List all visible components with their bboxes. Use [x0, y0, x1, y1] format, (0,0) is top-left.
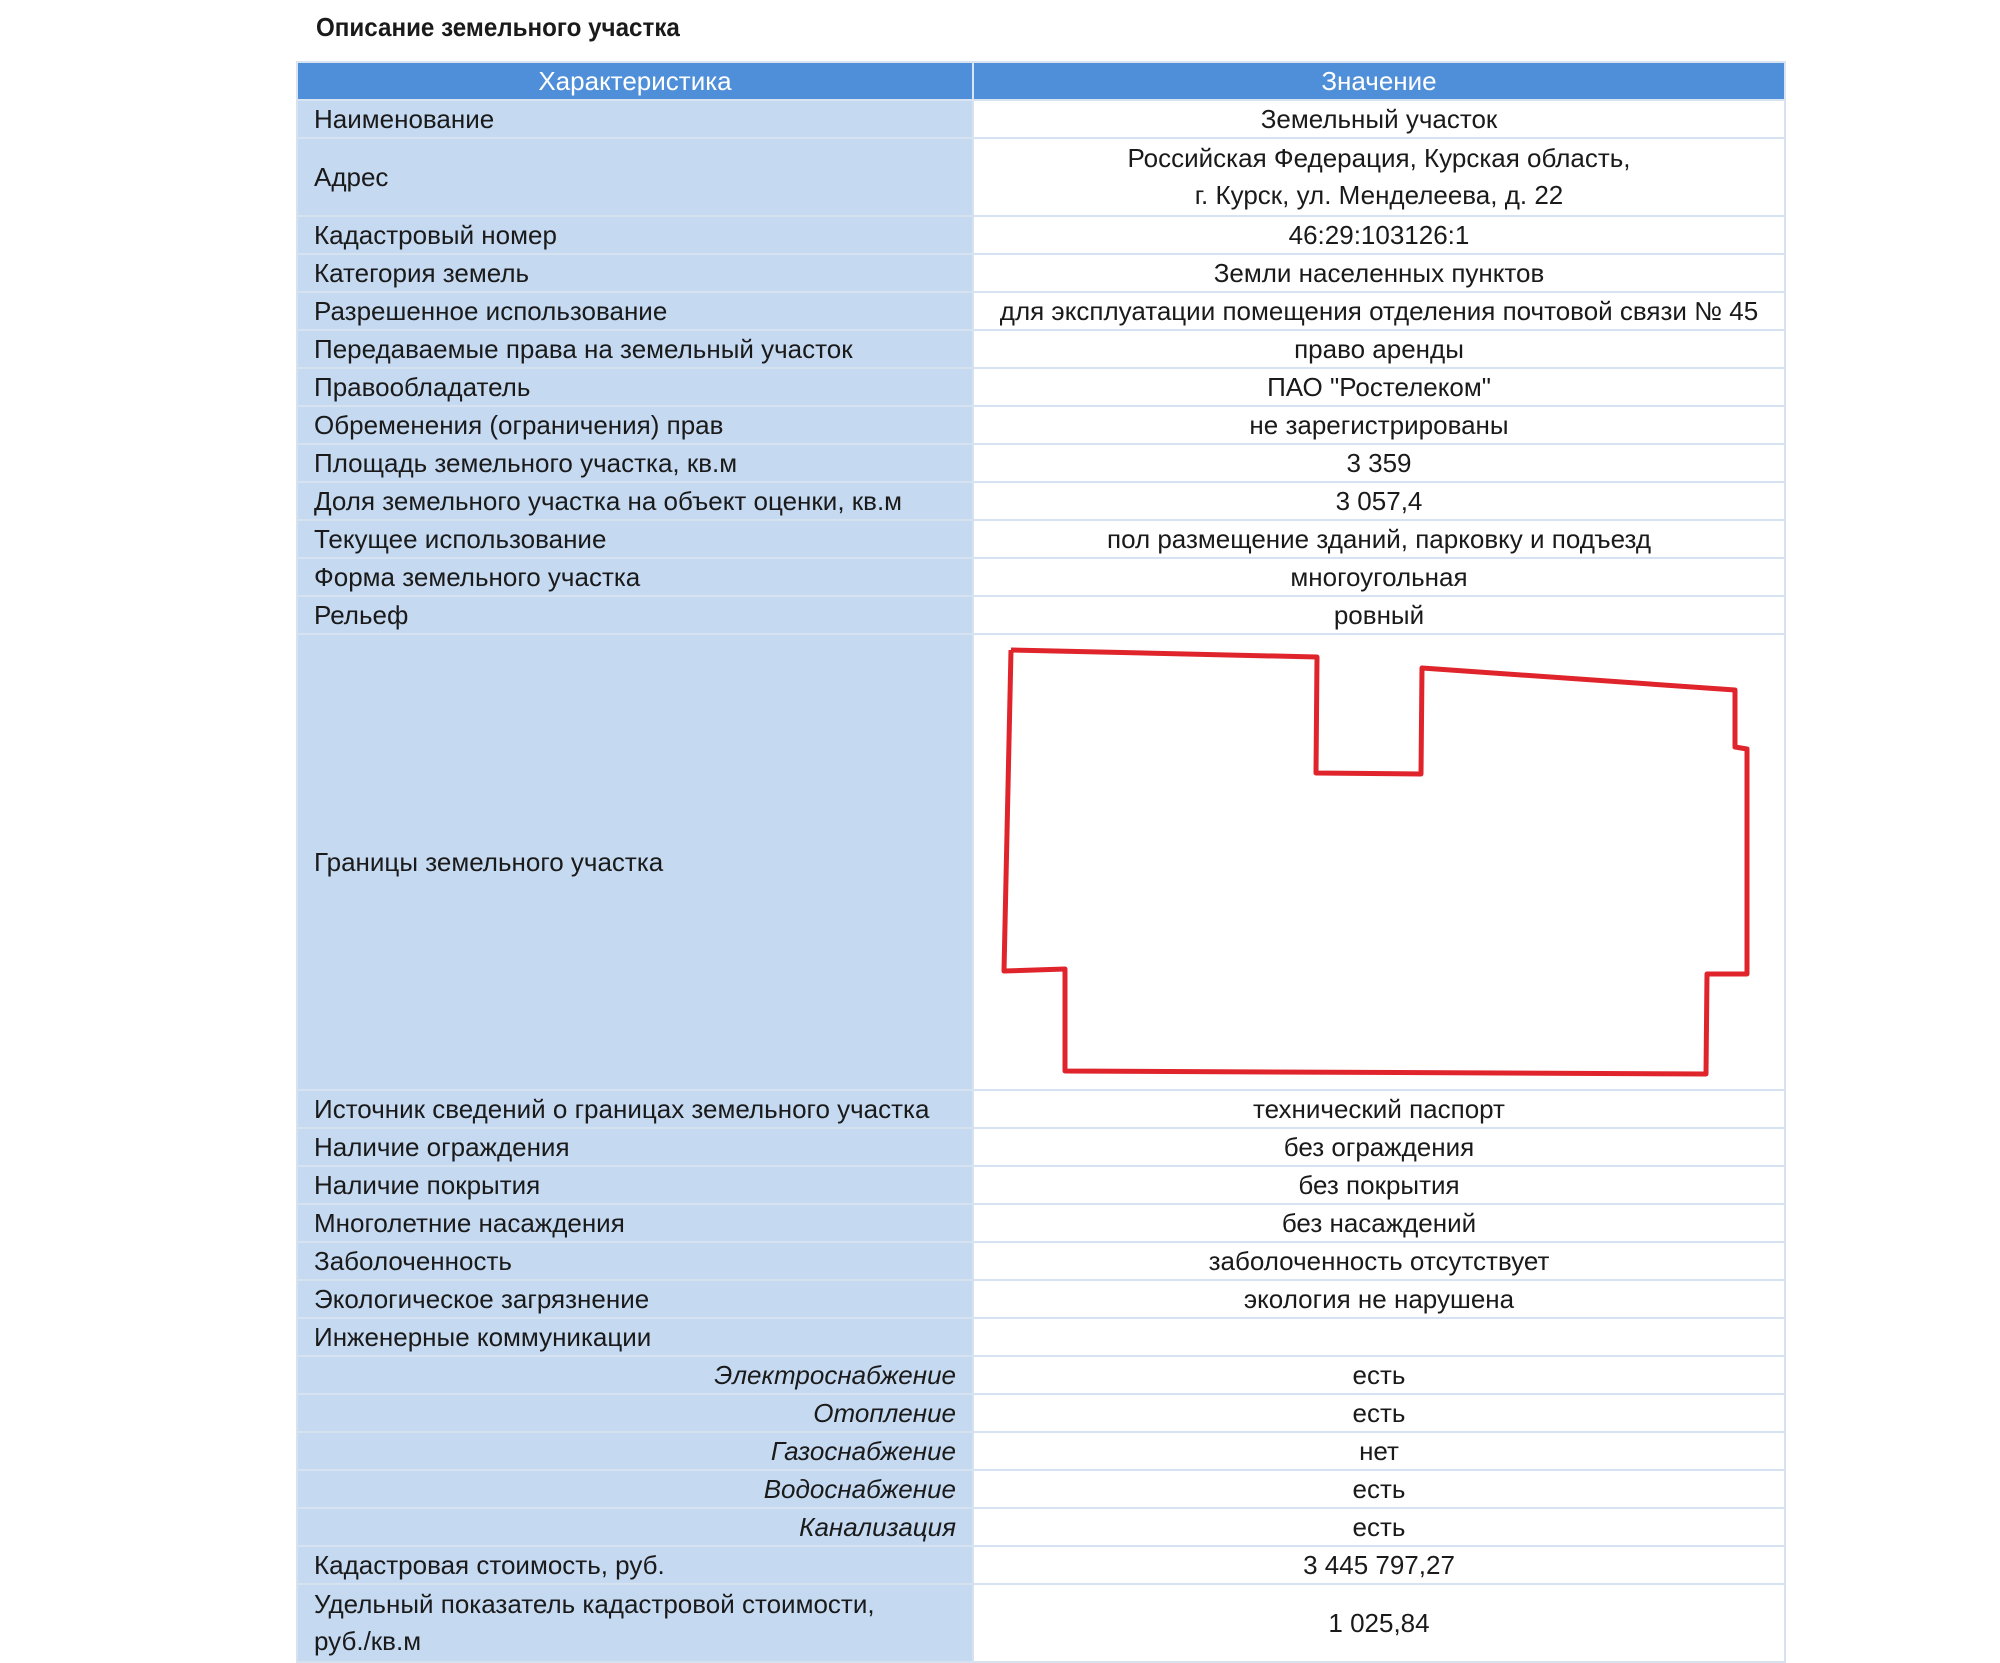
table-row-sub	[297, 1432, 1785, 1470]
row-label: Адрес	[297, 138, 973, 216]
row-label: Границы земельного участка	[297, 634, 973, 1090]
row-label: Наименование	[297, 100, 973, 138]
column-header-value: Значение	[973, 62, 1785, 100]
row-label: Правообладатель	[297, 368, 973, 406]
table-row	[297, 292, 1785, 330]
row-value: 3 057,4	[973, 482, 1785, 520]
row-value: заболоченность отсутствует	[973, 1242, 1785, 1280]
row-value: не зарегистрированы	[973, 406, 1785, 444]
row-label: Наличие покрытия	[297, 1166, 973, 1204]
table-row	[297, 1546, 1785, 1584]
row-label: Форма земельного участка	[297, 558, 973, 596]
row-label: Доля земельного участка на объект оценки, кв.м	[297, 482, 973, 520]
row-label: Канализация	[297, 1508, 973, 1546]
row-label: Многолетние насаждения	[297, 1204, 973, 1242]
row-label: Передаваемые права на земельный участок	[297, 330, 973, 368]
row-label: Площадь земельного участка, кв.м	[297, 444, 973, 482]
row-value: Земельный участок	[973, 100, 1785, 138]
row-label: Обременения (ограничения) прав	[297, 406, 973, 444]
row-value: право аренды	[973, 330, 1785, 368]
row-label: Наличие ограждения	[297, 1128, 973, 1166]
row-value	[973, 138, 1785, 216]
table-row	[297, 1090, 1785, 1128]
row-value: многоугольная	[973, 558, 1785, 596]
row-label: Категория земель	[297, 254, 973, 292]
row-label-line-1: Удельный показатель кадастровой стоимости,	[314, 1589, 875, 1619]
document-title: Описание земельного участка	[316, 12, 680, 42]
row-value: ровный	[973, 596, 1785, 634]
table-row-sub	[297, 1470, 1785, 1508]
table-row	[297, 444, 1785, 482]
table-row	[297, 330, 1785, 368]
boundary-plan-cell	[973, 634, 1785, 1090]
table-row	[297, 138, 1785, 216]
row-label: Инженерные коммуникации	[297, 1318, 973, 1356]
row-value: 3 359	[973, 444, 1785, 482]
table-row	[297, 368, 1785, 406]
land-description-table	[296, 61, 1786, 1663]
table-row-sub	[297, 1508, 1785, 1546]
row-label: Электроснабжение	[297, 1356, 973, 1394]
row-value: для эксплуатации помещения отделения почтовой связи № 45	[973, 292, 1785, 330]
row-value: 46:29:103126:1	[973, 216, 1785, 254]
row-value: Земли населенных пунктов	[973, 254, 1785, 292]
row-label-line-2: руб./кв.м	[314, 1626, 422, 1656]
row-value: без покрытия	[973, 1166, 1785, 1204]
row-value: есть	[973, 1470, 1785, 1508]
table-row-boundaries	[297, 634, 1785, 1090]
column-header-characteristic: Характеристика	[297, 62, 973, 100]
table-row	[297, 1318, 1785, 1356]
row-label: Экологическое загрязнение	[297, 1280, 973, 1318]
table-row-sub	[297, 1356, 1785, 1394]
table-row	[297, 1584, 1785, 1662]
row-label: Источник сведений о границах земельного участка	[297, 1090, 973, 1128]
row-label: Заболоченность	[297, 1242, 973, 1280]
table-header-row	[297, 62, 1785, 100]
row-value: есть	[973, 1394, 1785, 1432]
table-row	[297, 254, 1785, 292]
address-line-1: Российская Федерация, Курская область,	[1127, 143, 1631, 173]
row-label: Кадастровая стоимость, руб.	[297, 1546, 973, 1584]
land-boundary-plan	[974, 635, 1786, 1089]
table-row	[297, 1280, 1785, 1318]
row-label: Рельеф	[297, 596, 973, 634]
row-value: есть	[973, 1356, 1785, 1394]
table-row	[297, 558, 1785, 596]
table-row	[297, 520, 1785, 558]
row-label: Отопление	[297, 1394, 973, 1432]
table-row	[297, 1242, 1785, 1280]
table-row	[297, 406, 1785, 444]
row-label: Текущее использование	[297, 520, 973, 558]
row-value: без насаждений	[973, 1204, 1785, 1242]
row-label: Газоснабжение	[297, 1432, 973, 1470]
table-row	[297, 1166, 1785, 1204]
address-line-2: г. Курск, ул. Менделеева, д. 22	[1194, 180, 1564, 210]
row-value: без ограждения	[973, 1128, 1785, 1166]
table-row	[297, 1204, 1785, 1242]
row-value: технический паспорт	[973, 1090, 1785, 1128]
table-row	[297, 482, 1785, 520]
row-value: экология не нарушена	[973, 1280, 1785, 1318]
table-row	[297, 596, 1785, 634]
boundary-outline	[1004, 650, 1747, 1074]
row-value	[973, 1318, 1785, 1356]
row-value: 3 445 797,27	[973, 1546, 1785, 1584]
row-value: нет	[973, 1432, 1785, 1470]
table-row-sub	[297, 1394, 1785, 1432]
table-row	[297, 216, 1785, 254]
row-label: Разрешенное использование	[297, 292, 973, 330]
row-value: ПАО "Ростелеком"	[973, 368, 1785, 406]
row-label	[297, 1584, 973, 1662]
table-row	[297, 100, 1785, 138]
row-label: Кадастровый номер	[297, 216, 973, 254]
row-value: есть	[973, 1508, 1785, 1546]
row-label: Водоснабжение	[297, 1470, 973, 1508]
table-row	[297, 1128, 1785, 1166]
row-value: 1 025,84	[973, 1584, 1785, 1662]
row-value: пол размещение зданий, парковку и подъезд	[973, 520, 1785, 558]
